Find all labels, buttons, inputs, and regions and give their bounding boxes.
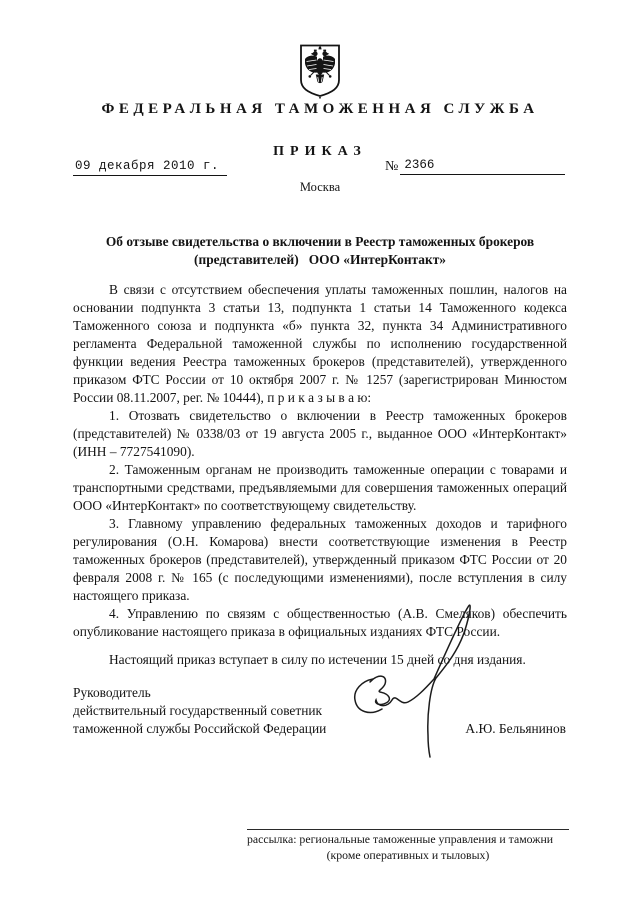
signer-position-line2: действительный государственный советник	[73, 703, 323, 718]
document-date: 09 декабря 2010 г.	[73, 159, 227, 176]
order-item-1: 1. Отозвать свидетельство о включении в Реестр таможенных брокеров (представителей) № 0338/03 от 19 августа 2005 г., выданное ООО «ИнтерКонтакт» (ИНН – 7727541090).	[73, 408, 567, 459]
russia-coat-of-arms-icon	[298, 43, 342, 99]
effective-date-note: Настоящий приказ вступает в силу по истечении 15 дней со дня издания.	[109, 652, 526, 667]
signer-position	[73, 684, 326, 738]
signer-position-line3: таможенной службы Российской Федерации	[73, 721, 327, 736]
signer-name: А.Ю. Бельянинов	[465, 721, 566, 736]
document-type: ПРИКАЗ	[273, 144, 367, 159]
order-item-2: 2. Таможенным органам не производить таможенные операции с товарами и транспортными средствами, предъявляемыми для совершения таможенных операций ООО «ИнтерКонтакт» по соответствующему свидетельству.	[73, 462, 567, 513]
order-item-4: 4. Управлению по связям с общественностью (А.В. Смеляков) обеспечить опубликование настоящего приказа в официальных изданиях ФТС России.	[73, 606, 567, 639]
number-sign: №	[385, 159, 399, 174]
signature-block	[73, 684, 567, 738]
number-value: 2366	[400, 158, 565, 175]
signer-position-line1: Руководитель	[73, 685, 151, 700]
handwritten-signature-icon	[344, 596, 486, 772]
order-title-line1: Об отзыве свидетельства о включении в Реестр таможенных брокеров	[105, 234, 535, 249]
document-body	[73, 233, 567, 738]
preamble-paragraph: В связи с отсутствием обеспечения уплаты таможенных пошлин, налогов на основании подпункта 3 статьи 13, подпункта 1 статьи 14 Таможенного кодекса Таможенного союза и подпункта «б» пункта 32, пункта 34 Административного регламента Федеральной таможенной службы по исполнению государственной функции ведения Реестра таможенных брокеров (представителей), утвержденного приказом ФТС России от 10 октября 2007 г. № 1257 (зарегистрирован Минюстом России 08.11.2007, рег. № 10444), п р и к а з ы в а ю:	[73, 282, 567, 405]
distribution-line1: рассылка: региональные таможенные управления и таможни	[247, 832, 554, 846]
city-label: Москва	[299, 180, 341, 194]
distribution-line2: (кроме оперативных и тыловых)	[326, 847, 490, 862]
distribution-note	[247, 829, 569, 863]
order-title-line2: (представителей) ООО «ИнтерКонтакт»	[194, 252, 446, 267]
agency-name: ФЕДЕРАЛЬНАЯ ТАМОЖЕННАЯ СЛУЖБА	[101, 101, 539, 117]
order-title	[73, 233, 567, 269]
order-item-3: 3. Главному управлению федеральных таможенных доходов и тарифного регулирования (О.Н. Комарова) внести соответствующие изменения в Реестр таможенных брокеров (представителей), утвержденный приказом ФТС России от 20 февраля 2008 г. № 165 (с последующими изменениями), после вступления в силу настоящего приказа.	[73, 516, 567, 603]
document-number	[385, 158, 565, 175]
